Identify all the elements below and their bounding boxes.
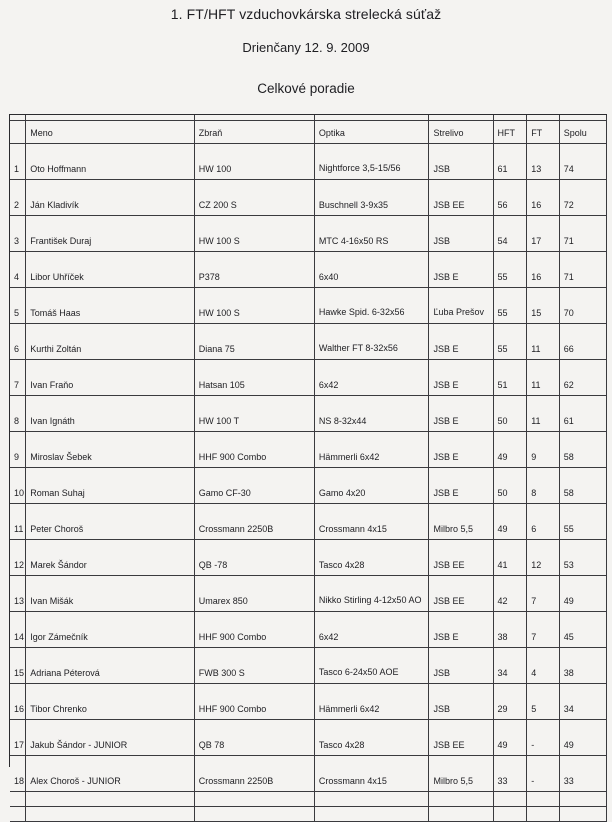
cell-scope: Tasco 6-24x50 AOE [314,648,429,684]
cell-total-score: 58 [559,432,606,468]
cell-name: Ivan Ignáth [26,396,195,432]
cell-total-score: 38 [559,648,606,684]
cell-ammo: Ľuba Prešov [429,288,493,324]
empty-cell [10,792,26,807]
cell-rank: 2 [10,180,26,216]
cell-rank: 13 [10,576,26,612]
empty-cell [429,792,493,807]
cell-rank: 7 [10,360,26,396]
cell-name: Ivan Fraňo [26,360,195,396]
cell-ft-score: 13 [527,144,560,180]
cell-name: Libor Uhříček [26,252,195,288]
empty-cell [559,792,606,807]
empty-cell [10,807,26,822]
table-row [10,576,607,612]
cell-total-score: 70 [559,288,606,324]
cell-total-score: 53 [559,540,606,576]
empty-cell [493,792,527,807]
cell-weapon: HW 100 T [194,396,314,432]
empty-table-row [10,792,607,807]
cell-hft-score: 29 [493,684,527,720]
table-row [10,432,607,468]
cell-ammo: JSB EE [429,180,493,216]
table-header-row [10,121,607,144]
empty-cell [314,807,429,822]
cell-weapon: HW 100 S [194,216,314,252]
cell-weapon: FWB 300 S [194,648,314,684]
cell-ammo: JSB EE [429,720,493,756]
cell-rank: 6 [10,324,26,360]
cell-rank: 16 [10,684,26,720]
cell-name: Peter Choroš [26,504,195,540]
table-row [10,540,607,576]
cell-total-score: 62 [559,360,606,396]
cell-weapon: Crossmann 2250B [194,756,314,792]
cell-name: Miroslav Šebek [26,432,195,468]
cell-hft-score: 38 [493,612,527,648]
cell-weapon: HHF 900 Combo [194,432,314,468]
empty-cell [493,807,527,822]
cell-name: Roman Suhaj [26,468,195,504]
cell-scope: 6x40 [314,252,429,288]
table-row [10,468,607,504]
cell-total-score: 71 [559,252,606,288]
cell-scope: Walther FT 8-32x56 [314,324,429,360]
table-row [10,288,607,324]
table-row [10,504,607,540]
cell-rank: 8 [10,396,26,432]
table-row [10,144,607,180]
cell-hft-score: 33 [493,756,527,792]
column-header-spolu: Spolu [559,121,606,144]
table-row [10,324,607,360]
cell-ammo: JSB [429,144,493,180]
cell-ammo: JSB E [429,252,493,288]
cell-rank: 12 [10,540,26,576]
cell-hft-score: 55 [493,288,527,324]
cell-ft-score: 17 [527,216,560,252]
cell-ft-score: 16 [527,180,560,216]
cell-ft-score: 4 [527,648,560,684]
cell-hft-score: 49 [493,720,527,756]
empty-cell [194,807,314,822]
cell-ft-score: 5 [527,684,560,720]
cell-hft-score: 51 [493,360,527,396]
cell-ft-score: 11 [527,360,560,396]
cell-ft-score: - [527,720,560,756]
cell-ft-score: 7 [527,576,560,612]
cell-total-score: 34 [559,684,606,720]
cell-rank: 10 [10,468,26,504]
cell-ft-score: 8 [527,468,560,504]
cell-ammo: JSB E [429,360,493,396]
cell-total-score: 49 [559,576,606,612]
document-title: 1. FT/HFT vzduchovkárska strelecká súťaž [170,6,442,22]
cell-hft-score: 50 [493,468,527,504]
cell-scope: Tasco 4x28 [314,720,429,756]
cell-ft-score: 6 [527,504,560,540]
empty-cell [26,792,195,807]
cell-ft-score: - [527,756,560,792]
cell-total-score: 66 [559,324,606,360]
cell-ammo: Milbro 5,5 [429,504,493,540]
cell-scope: Gamo 4x20 [314,468,429,504]
cell-name: Oto Hoffmann [26,144,195,180]
cell-ammo: JSB E [429,396,493,432]
table-row [10,756,607,792]
cell-total-score: 45 [559,612,606,648]
cell-ft-score: 16 [527,252,560,288]
empty-cell [429,807,493,822]
cell-ft-score: 7 [527,612,560,648]
cell-hft-score: 42 [493,576,527,612]
table-row [10,216,607,252]
table-row [10,180,607,216]
cell-weapon: QB -78 [194,540,314,576]
cell-name: Marek Šándor [26,540,195,576]
cell-hft-score: 34 [493,648,527,684]
cell-total-score: 55 [559,504,606,540]
cell-name: Ján Kladivík [26,180,195,216]
table-row [10,396,607,432]
cell-ft-score: 11 [527,324,560,360]
cell-hft-score: 41 [493,540,527,576]
cell-ammo: JSB E [429,324,493,360]
cell-ammo: JSB [429,216,493,252]
cell-name: Tomáš Haas [26,288,195,324]
cell-name: František Duraj [26,216,195,252]
empty-cell [527,807,560,822]
cell-scope: Hämmerli 6x42 [314,432,429,468]
cell-ammo: JSB E [429,612,493,648]
cell-scope: NS 8-32x44 [314,396,429,432]
cell-scope: Hawke Spid. 6-32x56 [314,288,429,324]
cell-ammo: JSB [429,648,493,684]
cell-name: Tibor Chrenko [26,684,195,720]
cell-ammo: JSB E [429,432,493,468]
cell-weapon: Diana 75 [194,324,314,360]
cell-weapon: CZ 200 S [194,180,314,216]
cell-scope: Crossmann 4x15 [314,756,429,792]
cell-ammo: Milbro 5,5 [429,756,493,792]
cell-weapon: Crossmann 2250B [194,504,314,540]
document-subtitle: Drienčany 12. 9. 2009 [242,40,370,55]
cell-name: Alex Choroš - JUNIOR [26,756,195,792]
column-header-rank [10,121,26,144]
cell-weapon: HW 100 S [194,288,314,324]
cell-scope: Hämmerli 6x42 [314,684,429,720]
cell-scope: Tasco 4x28 [314,540,429,576]
cell-rank: 18 [10,756,26,792]
table-row [10,360,607,396]
cell-scope: 6x42 [314,612,429,648]
empty-cell [26,807,195,822]
cell-weapon: HW 100 [194,144,314,180]
results-table [10,115,607,822]
cell-rank: 9 [10,432,26,468]
column-header-ft: FT [527,121,560,144]
cell-weapon: Gamo CF-30 [194,468,314,504]
cell-ft-score: 15 [527,288,560,324]
cell-scope: MTC 4-16x50 RS [314,216,429,252]
cell-ammo: JSB EE [429,576,493,612]
column-header-meno: Meno [26,121,195,144]
cell-weapon: HHF 900 Combo [194,612,314,648]
cell-total-score: 71 [559,216,606,252]
cell-total-score: 58 [559,468,606,504]
cell-rank: 15 [10,648,26,684]
cell-rank: 5 [10,288,26,324]
cell-name: Kurthi Zoltán [26,324,195,360]
cell-total-score: 72 [559,180,606,216]
cell-weapon: HHF 900 Combo [194,684,314,720]
cell-weapon: Hatsan 105 [194,360,314,396]
column-header-strelivo: Strelivo [429,121,493,144]
cell-scope: 6x42 [314,360,429,396]
cell-rank: 17 [10,720,26,756]
cell-weapon: Umarex 850 [194,576,314,612]
cell-scope: Nikko Stirling 4-12x50 AO [314,576,429,612]
table-body [10,144,607,822]
cell-hft-score: 49 [493,504,527,540]
cell-rank: 4 [10,252,26,288]
cell-hft-score: 54 [493,216,527,252]
cell-ammo: JSB E [429,468,493,504]
cell-total-score: 33 [559,756,606,792]
table-row [10,720,607,756]
table-row [10,684,607,720]
cell-rank: 1 [10,144,26,180]
cell-weapon: P378 [194,252,314,288]
table-row [10,612,607,648]
cell-hft-score: 49 [493,432,527,468]
empty-cell [194,792,314,807]
column-header-zbran: Zbraň [194,121,314,144]
cell-name: Adriana Péterová [26,648,195,684]
cell-total-score: 74 [559,144,606,180]
cell-rank: 14 [10,612,26,648]
cell-ft-score: 12 [527,540,560,576]
cell-hft-score: 55 [493,252,527,288]
cell-ammo: JSB EE [429,540,493,576]
results-heading: Celkové poradie [257,81,355,96]
cell-hft-score: 50 [493,396,527,432]
cell-total-score: 49 [559,720,606,756]
cell-hft-score: 61 [493,144,527,180]
table-row [10,648,607,684]
cell-weapon: QB 78 [194,720,314,756]
empty-cell [527,792,560,807]
empty-cell [314,792,429,807]
table-row [10,252,607,288]
cell-name: Igor Zámečník [26,612,195,648]
cell-ammo: JSB [429,684,493,720]
cell-name: Jakub Šándor - JUNIOR [26,720,195,756]
cell-scope: Buschnell 3-9x35 [314,180,429,216]
cell-ft-score: 11 [527,396,560,432]
results-table-frame [9,114,607,786]
cell-hft-score: 55 [493,324,527,360]
cell-scope: Crossmann 4x15 [314,504,429,540]
column-header-hft: HFT [493,121,527,144]
cell-rank: 11 [10,504,26,540]
cell-total-score: 61 [559,396,606,432]
cell-ft-score: 9 [527,432,560,468]
empty-cell [559,807,606,822]
empty-table-row [10,807,607,822]
column-header-optika: Optika [314,121,429,144]
cell-name: Ivan Mišák [26,576,195,612]
cell-rank: 3 [10,216,26,252]
cell-hft-score: 56 [493,180,527,216]
cell-scope: Nightforce 3,5-15/56 [314,144,429,180]
